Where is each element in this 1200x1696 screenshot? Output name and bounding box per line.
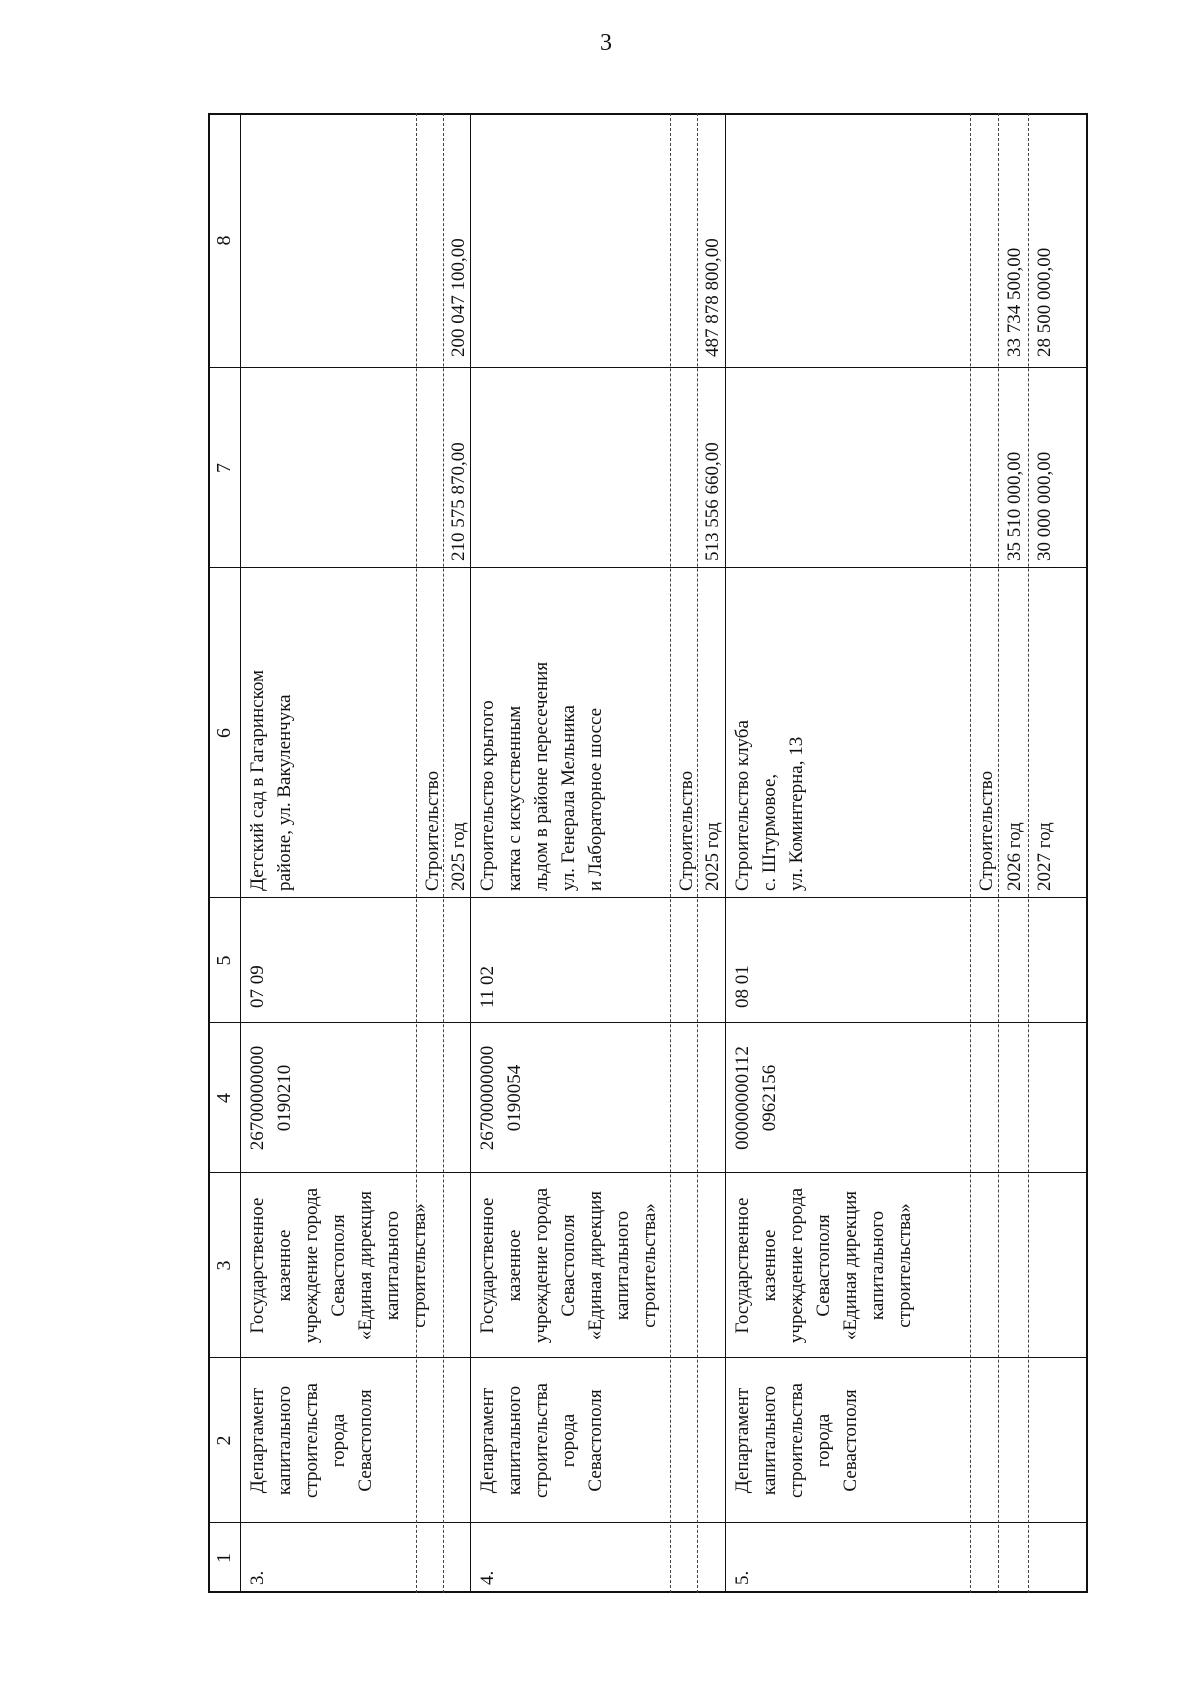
stage-cell: Строительство — [676, 770, 697, 891]
row-subdivider — [416, 113, 417, 1593]
row-subdivider — [1028, 113, 1029, 1593]
row-divider — [208, 113, 210, 1593]
row-number: 4. — [477, 1570, 498, 1585]
header-col-8: 8 — [213, 235, 235, 246]
object-cell: Строительство клуба с. Штурмовое, ул. Коминтерна, 13 — [732, 720, 807, 891]
column-divider — [208, 1591, 1088, 1593]
row-subdivider — [970, 113, 971, 1593]
column-divider — [208, 113, 1088, 115]
budget-table — [208, 113, 1088, 1593]
column-divider — [208, 1022, 1088, 1023]
header-col-4: 4 — [213, 1093, 235, 1103]
amount-col7: 35 510 000,00 — [1004, 451, 1025, 561]
amount-col8: 487 878 800,00 — [702, 238, 723, 357]
row-divider — [240, 113, 241, 1593]
column-divider — [208, 1522, 1088, 1523]
section-code-cell: 11 02 — [477, 965, 498, 1008]
institution-cell: Государственное казенное учреждение города Севастополя «Единая дирекция капитального строительства» — [732, 1187, 915, 1344]
code-cell: 26700000000 0190054 — [477, 1045, 525, 1151]
stage-cell: Строительство — [422, 770, 443, 891]
amount-col8: 200 047 100,00 — [448, 238, 469, 357]
amount-col7: 210 575 870,00 — [448, 442, 469, 561]
header-col-3: 3 — [213, 1260, 235, 1271]
header-col-7: 7 — [213, 463, 235, 473]
header-col-6: 6 — [213, 728, 235, 738]
row-divider — [725, 113, 726, 1593]
page-number: 3 — [600, 30, 612, 56]
header-col-1: 1 — [213, 1553, 235, 1563]
header-col-2: 2 — [213, 1435, 235, 1446]
amount-col7: 513 556 660,00 — [702, 442, 723, 561]
year-cell: 2025 год — [702, 822, 723, 891]
stage-cell: Строительство — [976, 770, 997, 891]
amount-col8: 33 734 500,00 — [1004, 247, 1025, 357]
year-cell: 2025 год — [448, 822, 469, 891]
row-subdivider — [443, 113, 444, 1593]
row-divider — [470, 113, 471, 1593]
year-cell: 2026 год — [1004, 822, 1025, 891]
amount-col7: 30 000 000,00 — [1034, 451, 1055, 561]
amount-col8: 28 500 000,00 — [1034, 247, 1055, 357]
column-divider — [208, 567, 1088, 568]
department-cell: Департамент капитального строительства города Севастополя — [247, 1383, 376, 1498]
row-divider — [1086, 113, 1088, 1593]
institution-cell: Государственное казенное учреждение города Севастополя «Единая дирекция капитального строительства» — [477, 1187, 660, 1344]
department-cell: Департамент капитального строительства города Севастополя — [477, 1383, 606, 1498]
object-cell: Детский сад в Гагаринском районе, ул. Вакуленчука — [247, 669, 295, 891]
section-code-cell: 08 01 — [732, 965, 753, 1008]
institution-cell: Государственное казенное учреждение города Севастополя «Единая дирекция капитального строительства» — [247, 1187, 430, 1344]
column-divider — [208, 1357, 1088, 1358]
row-subdivider — [697, 113, 698, 1593]
code-cell: 00000000112 0962156 — [732, 1046, 780, 1150]
header-col-5: 5 — [213, 955, 235, 966]
column-divider — [208, 1172, 1088, 1173]
department-cell: Департамент капитального строительства города Севастополя — [732, 1383, 861, 1498]
section-code-cell: 07 09 — [247, 965, 268, 1008]
row-subdivider — [998, 113, 999, 1593]
column-divider — [208, 367, 1088, 368]
object-cell: Строительство крытого катка с искусственным льдом в районе пересечения ул. Генерала Мельника и Лабораторное шоссе — [477, 661, 606, 891]
row-subdivider — [670, 113, 671, 1593]
code-cell: 26700000000 0190210 — [247, 1045, 295, 1151]
column-divider — [208, 897, 1088, 898]
year-cell: 2027 год — [1034, 822, 1055, 891]
row-number: 5. — [732, 1570, 753, 1585]
row-number: 3. — [247, 1570, 268, 1585]
